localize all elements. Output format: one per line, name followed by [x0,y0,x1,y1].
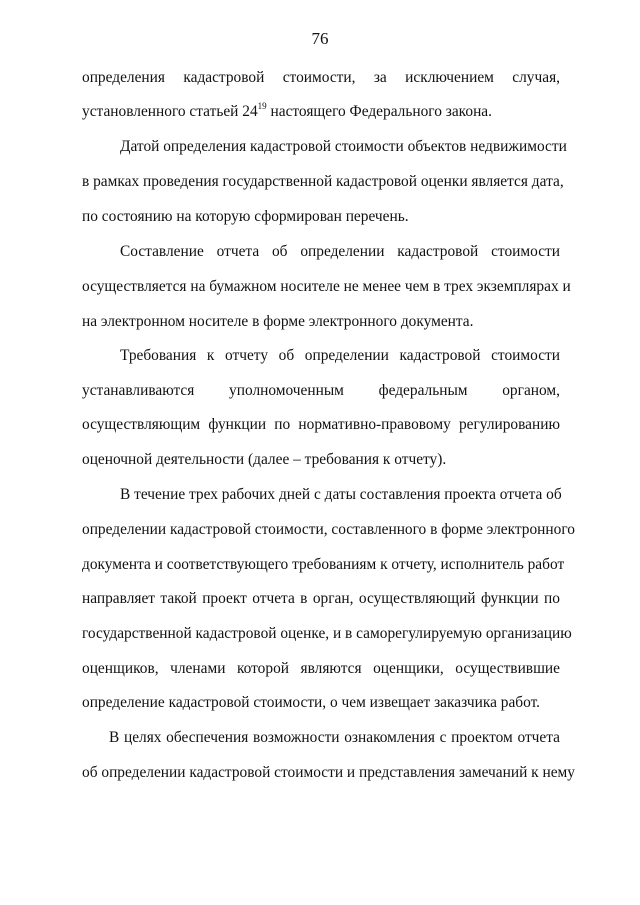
text-line: устанавливаются уполномоченным федеральным органом, [82,382,560,399]
text-fragment: установленного статьей 24 [82,103,258,120]
text-line: определении кадастровой стоимости, составленного в форме электронного [82,521,575,538]
text-fragment: настоящего Федерального закона. [266,103,492,120]
text-line: государственной кадастровой оценке, и в саморегулируемую организацию [82,625,572,642]
text-line: по состоянию на которую сформирован перечень. [82,208,409,225]
text-line: осуществляющим функции по нормативно-правовому регулированию [82,416,560,433]
text-line: направляет такой проект отчета в орган, осуществляющий функции по [82,590,560,607]
text-line-with-superscript [82,103,560,121]
text-line: оценщиков, членами которой являются оценщики, осуществившие [82,660,560,677]
superscript-number: 19 [257,101,267,111]
text-line: определение кадастровой стоимости, о чем извещает заказчика работ. [82,694,541,711]
text-line: осуществляется на бумажном носителе не менее чем в трех экземплярах и [82,278,571,295]
paragraph-first-line: Датой определения кадастровой стоимости объектов недвижимости [120,138,567,155]
paragraph-first-line: Требования к отчету об определении кадастровой стоимости [120,347,560,364]
text-line: документа и соответствующего требованиям к отчету, исполнитель работ [82,556,565,573]
text-line: об определении кадастровой стоимости и представления замечаний к нему [82,764,575,781]
text-line: определения кадастровой стоимости, за исключением случая, [82,69,560,86]
page-number: 76 [311,29,329,48]
paragraph-first-line: В течение трех рабочих дней с даты составления проекта отчета об [120,486,562,503]
text-line: в рамках проведения государственной кадастровой оценки является дата, [82,173,564,190]
paragraph-first-line: В целях обеспечения возможности ознакомления с проектом отчета [109,729,560,746]
paragraph-first-line: Составление отчета об определении кадастровой стоимости [120,243,560,260]
text-line: на электронном носителе в форме электронного документа. [82,313,474,330]
text-line: оценочной деятельности (далее – требования к отчету). [82,451,447,468]
